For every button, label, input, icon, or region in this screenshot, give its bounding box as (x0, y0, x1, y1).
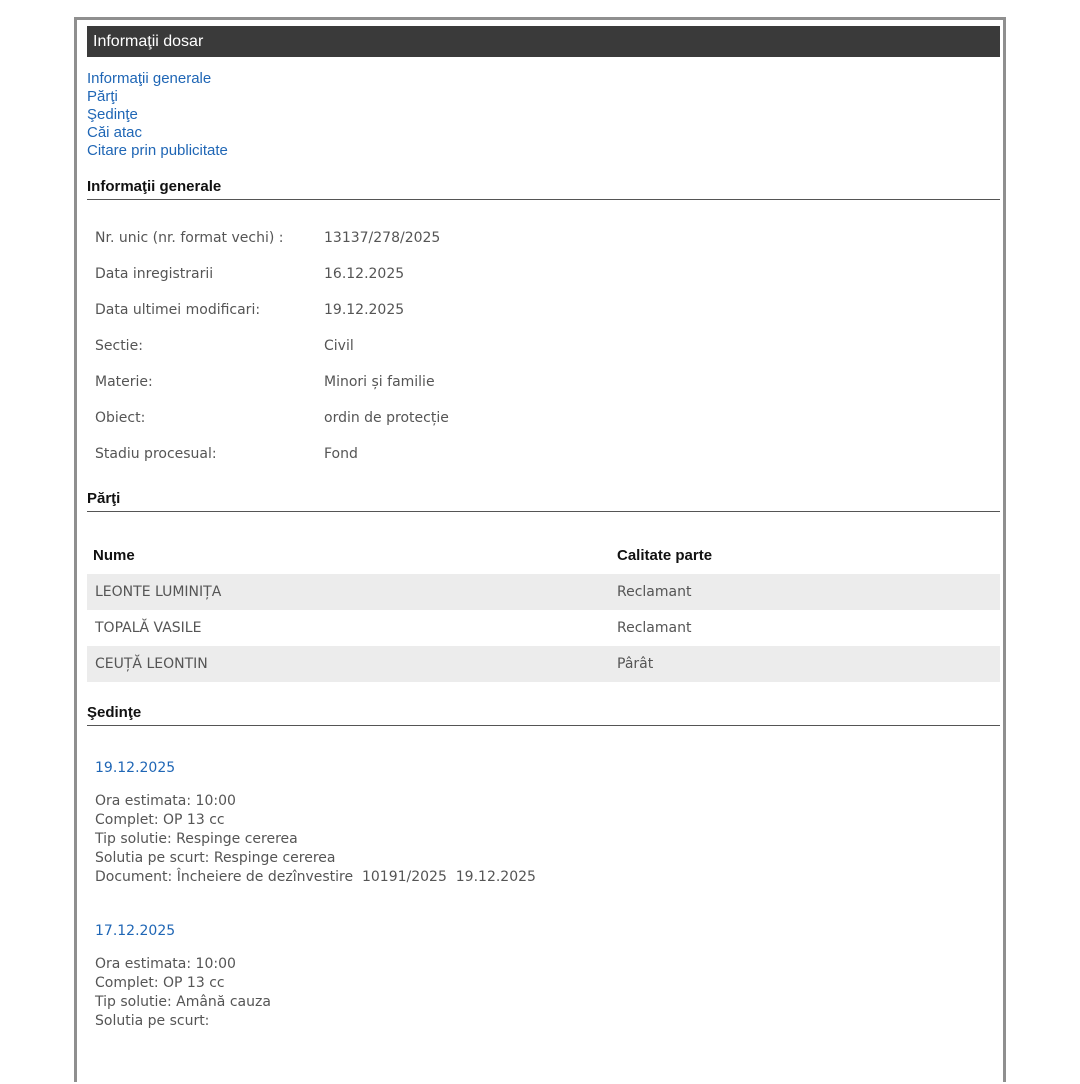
parties-heading: Părţi (87, 490, 1000, 512)
session-date: 17.12.2025 (95, 923, 176, 939)
info-value: ordin de protecție (324, 410, 449, 426)
session-item (87, 923, 1000, 1031)
table-row (87, 574, 1000, 610)
info-label: Materie: (95, 374, 153, 390)
general-info-table (87, 220, 1000, 472)
info-value: Minori și familie (324, 374, 435, 390)
session-details (95, 792, 1000, 887)
session-solution-summary: Solutia pe scurt: (95, 1013, 210, 1029)
session-date: 19.12.2025 (95, 760, 176, 776)
info-row-materie (87, 364, 1000, 400)
parties-table-body (87, 574, 1000, 682)
party-name: CEUȚĂ LEONTIN (95, 656, 208, 672)
case-panel (74, 17, 1006, 1082)
section-links (87, 70, 1000, 160)
table-row (87, 646, 1000, 682)
session-panel: Complet: OP 13 cc (95, 975, 225, 991)
info-row-sectie (87, 328, 1000, 364)
link-citare-publicitate[interactable]: Citare prin publicitate (87, 142, 228, 159)
session-hour: Ora estimata: 10:00 (95, 956, 236, 972)
session-solution-type: Tip solutie: Respinge cererea (95, 831, 298, 847)
session-solution-type: Tip solutie: Amână cauza (95, 994, 271, 1010)
party-role: Reclamant (617, 620, 692, 636)
column-header-calitate: Calitate parte (617, 546, 713, 564)
party-role: Reclamant (617, 584, 692, 600)
info-label: Data inregistrarii (95, 266, 214, 282)
link-sedinte[interactable]: Şedinţe (87, 106, 138, 123)
session-item (87, 760, 1000, 887)
info-label: Sectie: (95, 338, 143, 354)
info-value: 19.12.2025 (324, 302, 405, 318)
general-heading: Informaţii generale (87, 178, 1000, 200)
info-row-stadiu (87, 436, 1000, 472)
info-value: Fond (324, 446, 358, 462)
party-role: Pârât (617, 656, 654, 672)
link-parti[interactable]: Părţi (87, 88, 118, 105)
party-name: TOPALĂ VASILE (95, 620, 202, 636)
info-label: Stadiu procesual: (95, 446, 217, 462)
session-solution-summary: Solutia pe scurt: Respinge cererea (95, 850, 336, 866)
info-label: Obiect: (95, 410, 146, 426)
link-cai-atac[interactable]: Căi atac (87, 124, 143, 141)
info-row-nr-unic (87, 220, 1000, 256)
link-informatii-generale[interactable]: Informaţii generale (87, 70, 212, 87)
parties-table-header (87, 536, 1000, 574)
session-details (95, 955, 1000, 1031)
info-value: Civil (324, 338, 354, 354)
info-value: 16.12.2025 (324, 266, 405, 282)
session-hour: Ora estimata: 10:00 (95, 793, 236, 809)
session-panel: Complet: OP 13 cc (95, 812, 225, 828)
table-row (87, 610, 1000, 646)
panel-title: Informaţii dosar (87, 26, 1000, 57)
info-row-data-modificari (87, 292, 1000, 328)
sessions-list (87, 760, 1000, 1031)
info-value: 13137/278/2025 (324, 230, 441, 246)
session-document: Document: Încheiere de dezînvestire 10191/2025 19.12.2025 (95, 869, 536, 885)
info-row-data-inregistrarii (87, 256, 1000, 292)
column-header-nume: Nume (93, 546, 135, 564)
party-name: LEONTE LUMINIȚA (95, 584, 222, 600)
info-row-obiect (87, 400, 1000, 436)
sessions-heading: Şedinţe (87, 704, 1000, 726)
info-label: Nr. unic (nr. format vechi) : (95, 230, 284, 246)
info-label: Data ultimei modificari: (95, 302, 261, 318)
